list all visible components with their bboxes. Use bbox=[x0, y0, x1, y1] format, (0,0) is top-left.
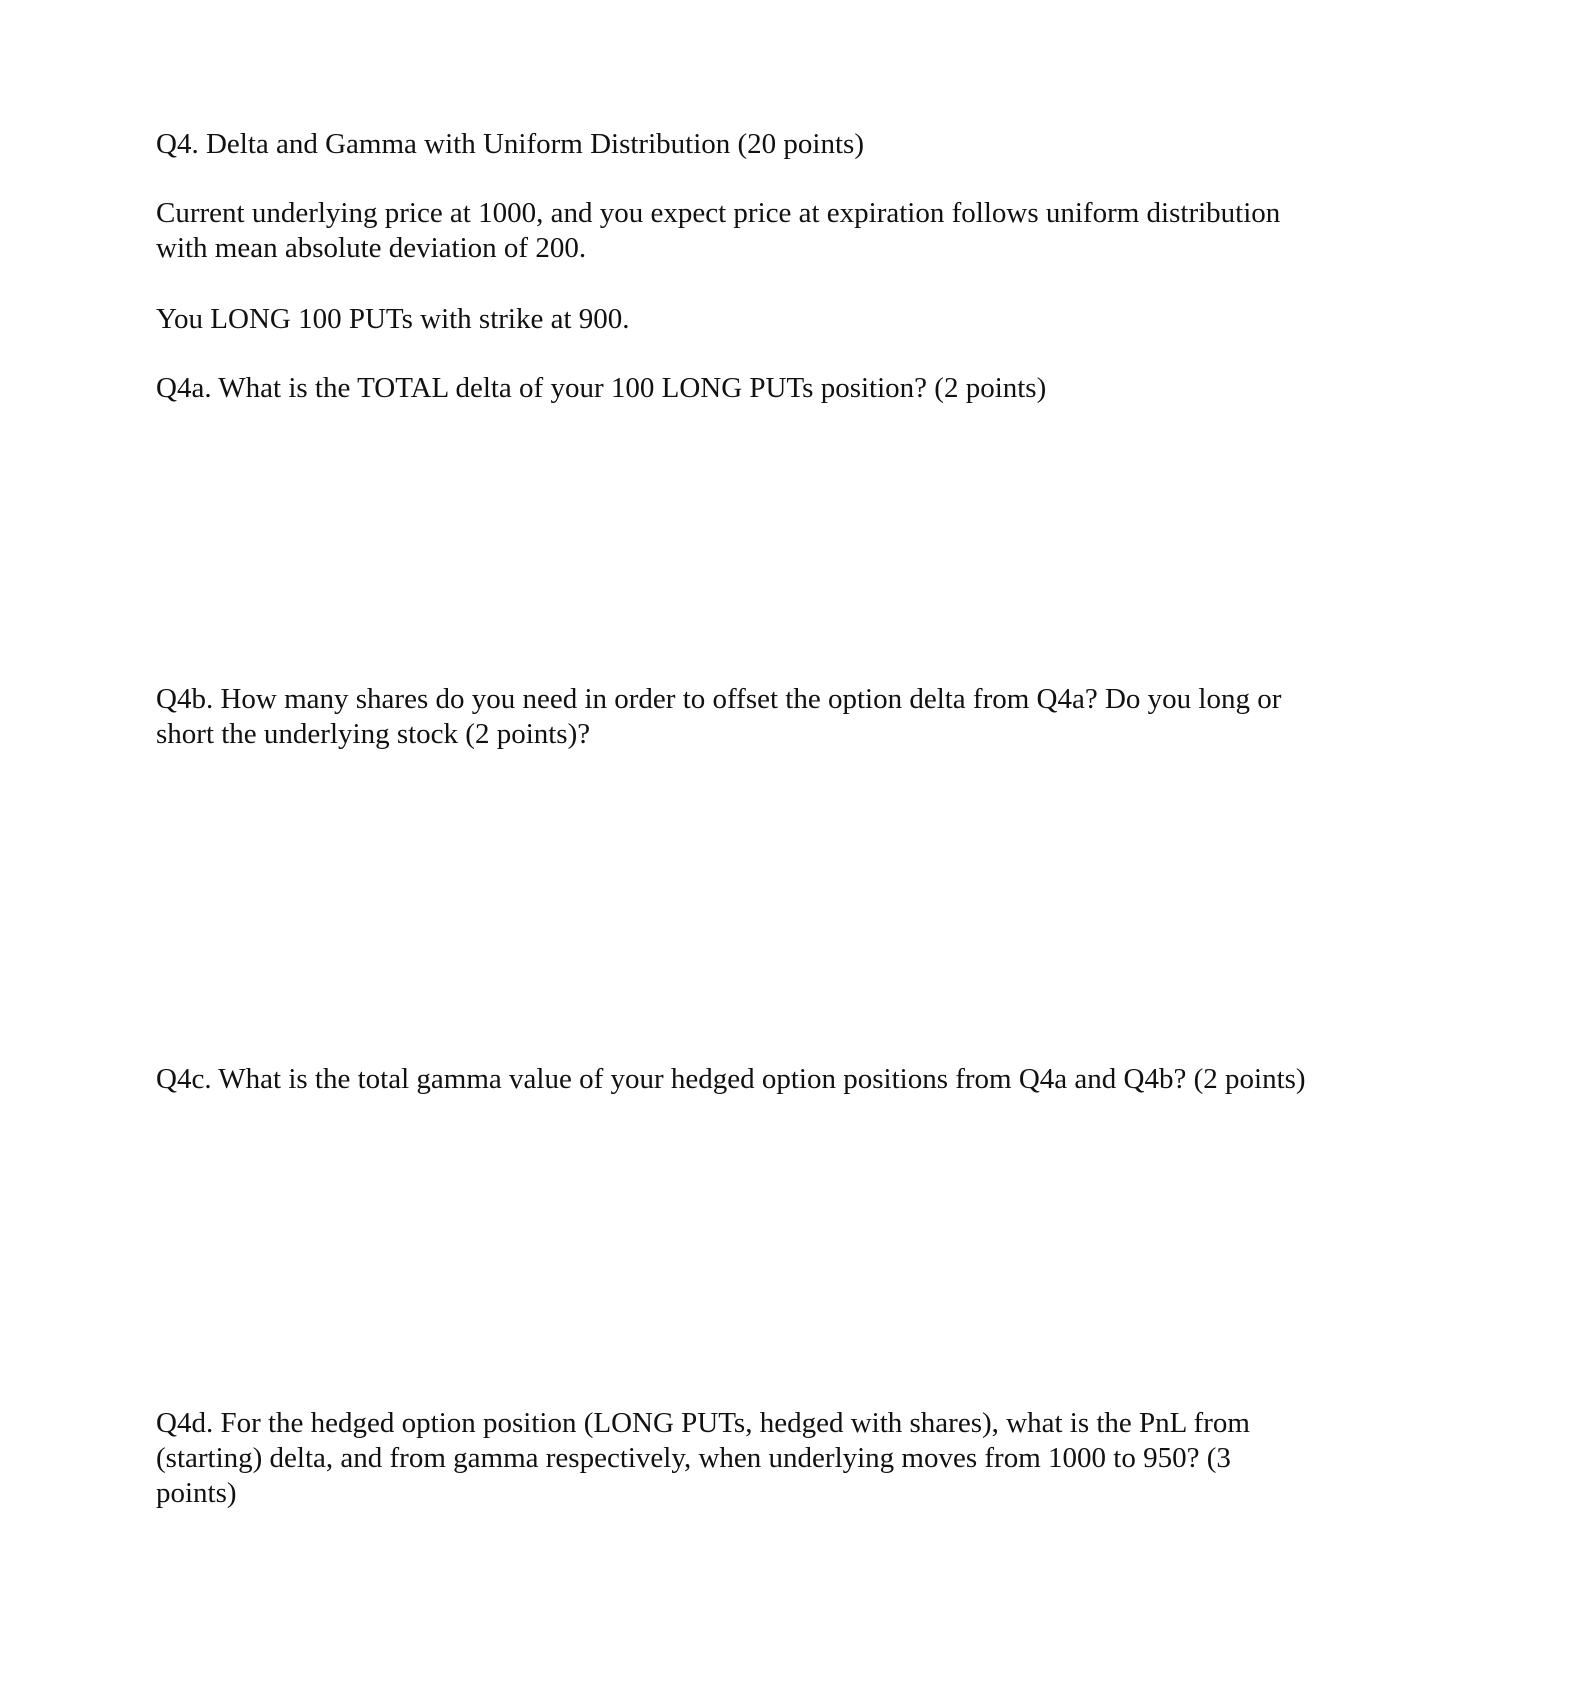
title-line: Q4. Delta and Gamma with Uniform Distribution (20 points) bbox=[156, 128, 864, 160]
q4a-line: Q4a. What is the TOTAL delta of your 100 LONG PUTs position? (2 points) bbox=[156, 372, 1047, 404]
q4c-line: Q4c. What is the total gamma value of your hedged option positions from Q4a and Q4b? (2 points) bbox=[156, 1063, 1306, 1095]
position-statement bbox=[156, 302, 1416, 337]
question-setup bbox=[156, 196, 1416, 266]
position-line: You LONG 100 PUTs with strike at 900. bbox=[156, 303, 630, 335]
setup-line-2: with mean absolute deviation of 200. bbox=[156, 232, 587, 264]
question-q4c bbox=[156, 1062, 1416, 1097]
question-title bbox=[156, 127, 1416, 162]
question-q4d bbox=[156, 1406, 1416, 1511]
q4b-line-1: Q4b. How many shares do you need in order to offset the option delta from Q4a? Do you long or bbox=[156, 683, 1282, 715]
question-q4b bbox=[156, 682, 1416, 752]
q4d-line-2: (starting) delta, and from gamma respectively, when underlying moves from 1000 to 950? (3 bbox=[156, 1442, 1231, 1474]
q4b-line-2: short the underlying stock (2 points)? bbox=[156, 718, 591, 750]
question-q4a bbox=[156, 371, 1416, 406]
setup-line-1: Current underlying price at 1000, and you expect price at expiration follows uniform distribution bbox=[156, 197, 1281, 229]
q4d-line-1: Q4d. For the hedged option position (LONG PUTs, hedged with shares), what is the PnL from bbox=[156, 1407, 1250, 1439]
q4d-line-3: points) bbox=[156, 1477, 237, 1509]
